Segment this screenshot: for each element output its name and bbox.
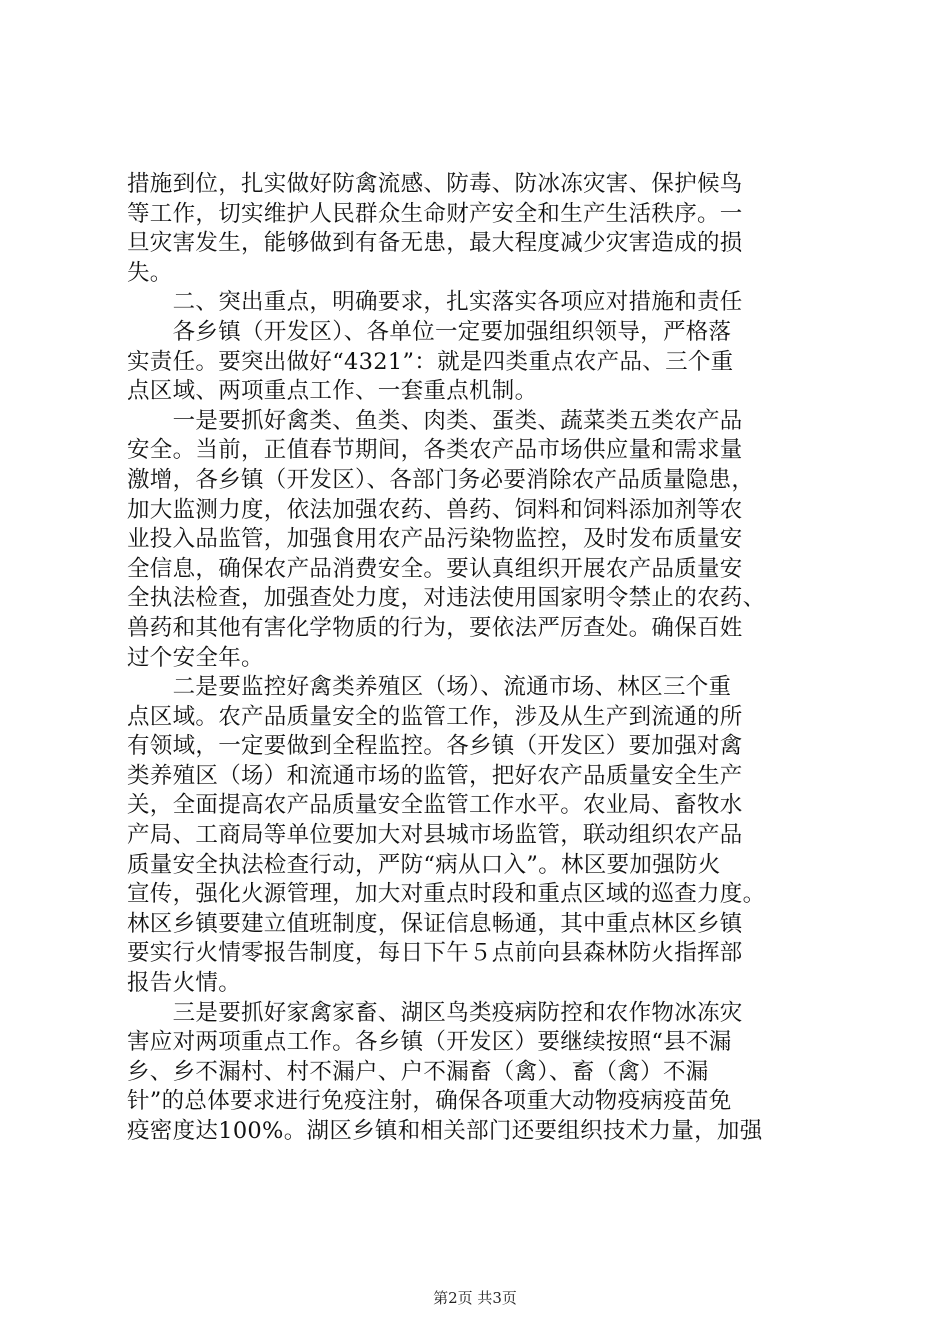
text-line: 实责任。要突出做好“4321”：就是四类重点农产品、三个重	[127, 348, 734, 375]
text-line: 点区域、两项重点工作、一套重点机制。	[127, 378, 538, 405]
text-line: 全信息，确保农产品消费安全。要认真组织开展农产品质量安	[127, 555, 743, 582]
text-line: 要实行火情零报告制度，每日下午５点前向县森林防火指挥部	[127, 940, 743, 967]
text-line: 等工作，切实维护人民群众生命财产安全和生产生活秩序。一	[127, 200, 743, 227]
text-line: 害应对两项重点工作。各乡镇（开发区）要继续按照“县不漏	[127, 1029, 732, 1056]
text-line: 二是要监控好禽类养殖区（场）、流通市场、林区三个重	[127, 674, 732, 701]
text-line: 全执法检查，加强查处力度，对违法使用国家明令禁止的农药、	[127, 585, 766, 612]
text-line: 产局、工商局等单位要加大对县城市场监管，联动组织农产品	[127, 822, 743, 849]
text-line: 有领域，一定要做到全程监控。各乡镇（开发区）要加强对禽	[127, 733, 743, 760]
text-line: 兽药和其他有害化学物质的行为，要依法严厉查处。确保百姓	[127, 614, 743, 641]
text-line: 加大监测力度，依法加强农药、兽药、饲料和饲料添加剂等农	[127, 496, 743, 523]
text-line: 类养殖区（场）和流通市场的监管，把好农产品质量安全生产	[127, 762, 743, 789]
text-line: 各乡镇（开发区）、各单位一定要加强组织领导，严格落	[127, 318, 732, 345]
text-line: 过个安全年。	[127, 644, 264, 671]
text-line: 点区域。农产品质量安全的监管工作，涉及从生产到流通的所	[127, 703, 743, 730]
text-line: 业投入品监管，加强食用农产品污染物监控，及时发布质量安	[127, 526, 743, 553]
text-line: 二、突出重点，明确要求，扎实落实各项应对措施和责任	[127, 289, 743, 316]
text-line: 宣传，强化火源管理，加大对重点时段和重点区域的巡查力度。	[127, 881, 766, 908]
text-line: 乡、乡不漏村、村不漏户、户不漏畜（禽）、畜（禽）不漏	[127, 1058, 709, 1085]
text-line: 安全。当前，正值春节期间，各类农产品市场供应量和需求量	[127, 437, 743, 464]
text-line: 林区乡镇要建立值班制度，保证信息畅通，其中重点林区乡镇	[127, 910, 743, 937]
text-line: 激增，各乡镇（开发区）、各部门务必要消除农产品质量隐患，	[127, 466, 755, 493]
text-line: 三是要抓好家禽家畜、湖区鸟类疫病防控和农作物冰冻灾	[127, 999, 743, 1026]
text-line: 一是要抓好禽类、鱼类、肉类、蛋类、蔬菜类五类农产品	[127, 407, 743, 434]
body-text	[127, 170, 827, 1147]
page-footer: 第2页 共3页	[433, 1289, 517, 1307]
text-line: 质量安全执法检查行动，严防“病从口入”。林区要加强防火	[127, 851, 721, 878]
text-line: 疫密度达100%。湖区乡镇和相关部门还要组织技术力量，加强	[127, 1118, 763, 1144]
text-line: 报告火情。	[127, 970, 242, 997]
text-line: 关，全面提高农产品质量安全监管工作水平。农业局、畜牧水	[127, 792, 743, 819]
text-line: 失。	[127, 259, 173, 286]
text-line: 措施到位，扎实做好防禽流感、防毒、防冰冻灾害、保护候鸟	[127, 171, 743, 197]
text-line: 旦灾害发生，能够做到有备无患，最大程度减少灾害造成的损	[127, 230, 743, 257]
text-line: 针”的总体要求进行免疫注射，确保各项重大动物疫病疫苗免	[127, 1088, 732, 1115]
